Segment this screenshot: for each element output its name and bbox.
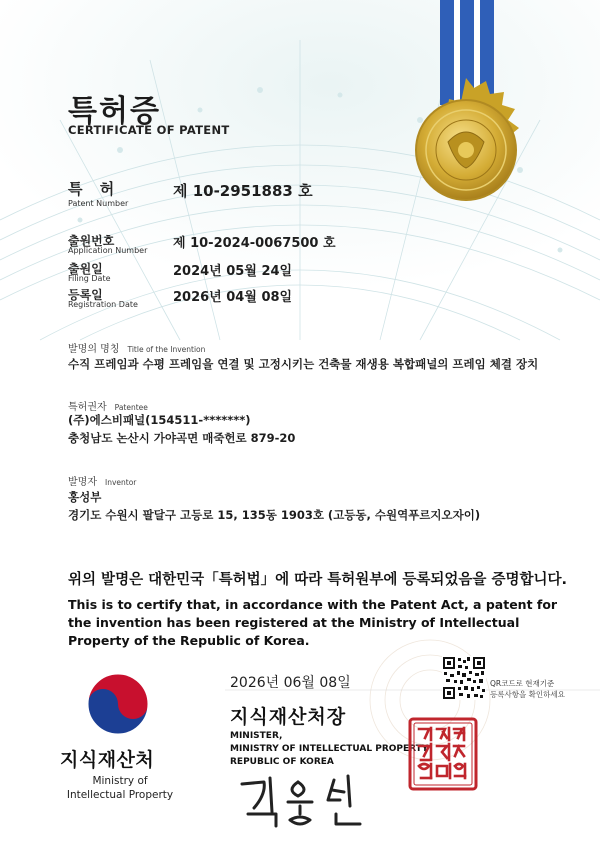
inventor-address: 경기도 수원시 팔달구 고등로 15, 135동 1903호 (고등동, 수원역푸르지오자이) <box>68 508 481 522</box>
ministry-logo-icon <box>78 664 158 744</box>
patent-number-label: 특 허 <box>68 180 121 198</box>
commissioner-title-en <box>230 730 428 769</box>
application-number-value: 제 10-2024-0067500 호 <box>173 236 336 251</box>
patent-number-value: 제 10-2951883 호 <box>173 182 313 200</box>
invention-title-value: 수직 프레임과 수평 프레임을 연결 및 고정시키는 건축물 재생용 복합패널의 프레임 체결 장치 <box>68 357 539 371</box>
invention-title-label-en: Title of the Invention <box>127 345 206 354</box>
commissioner-en-line2: MINISTRY OF INTELLECTUAL PROPERTY <box>230 744 429 754</box>
filing-date-label-en: Filing Date <box>68 274 111 283</box>
qr-note-line2: 등록사항을 확인하세요 <box>490 690 565 699</box>
patentee-address: 충청남도 논산시 가야곡면 매죽헌로 879-20 <box>68 431 296 445</box>
issue-date: 2026년 06월 08일 <box>230 675 351 691</box>
certification-text-ko: 위의 발명은 대한민국「특허법」에 따라 특허원부에 등록되었음을 증명합니다. <box>68 572 568 588</box>
registration-date-value: 2026년 04월 08일 <box>173 290 293 305</box>
agency-name-en <box>60 774 180 802</box>
qr-code-icon[interactable] <box>442 656 486 700</box>
certificate-title-en: CERTIFICATE OF PATENT <box>68 123 230 137</box>
patentee-label: 특허권자 <box>68 402 107 413</box>
filing-date-value: 2024년 05월 24일 <box>173 264 293 279</box>
commissioner-en-line3: REPUBLIC OF KOREA <box>230 757 334 767</box>
inventor-label: 발명자 <box>68 477 97 488</box>
qr-note-line1: QR코드로 현재기준 <box>490 679 555 688</box>
certification-text-en: This is to certify that, in accordance with the Patent Act, a patent for the invention has been registered at the Ministry of Intellectual Property of the Republic of Korea. <box>68 597 558 648</box>
registration-date-label: 등록일 <box>68 288 103 302</box>
agency-name-ko: 지식재산처 <box>60 749 155 771</box>
inventor-label-en: Inventor <box>104 478 137 487</box>
agency-name-en-line2: Intellectual Property <box>66 789 174 801</box>
certificate-title: 특허증 <box>68 94 161 129</box>
qr-note <box>490 678 565 700</box>
application-number-label: 출원번호 <box>68 234 115 248</box>
registration-date-label-en: Registration Date <box>68 300 138 309</box>
invention-title-heading <box>68 337 205 356</box>
inventor-name: 홍성부 <box>68 490 102 504</box>
commissioner-en-line1: MINISTER, <box>230 731 283 741</box>
signature-icon <box>236 770 386 830</box>
filing-date-label: 출원일 <box>68 262 103 276</box>
commissioner-title-ko: 지식재산처장 <box>230 706 347 728</box>
patent-number-label-en: Patent Number <box>68 199 129 208</box>
inventor-heading <box>68 470 136 489</box>
gold-seal-icon <box>390 0 550 230</box>
agency-name-en-line1: Ministry of <box>92 775 148 787</box>
invention-title-label: 발명의 명칭 <box>68 344 120 355</box>
patentee-name: (주)에스비패널(154511-*******) <box>68 413 251 427</box>
application-number-label-en: Application Number <box>68 246 148 255</box>
patentee-label-en: Patentee <box>114 403 148 412</box>
official-stamp-icon <box>407 716 479 792</box>
